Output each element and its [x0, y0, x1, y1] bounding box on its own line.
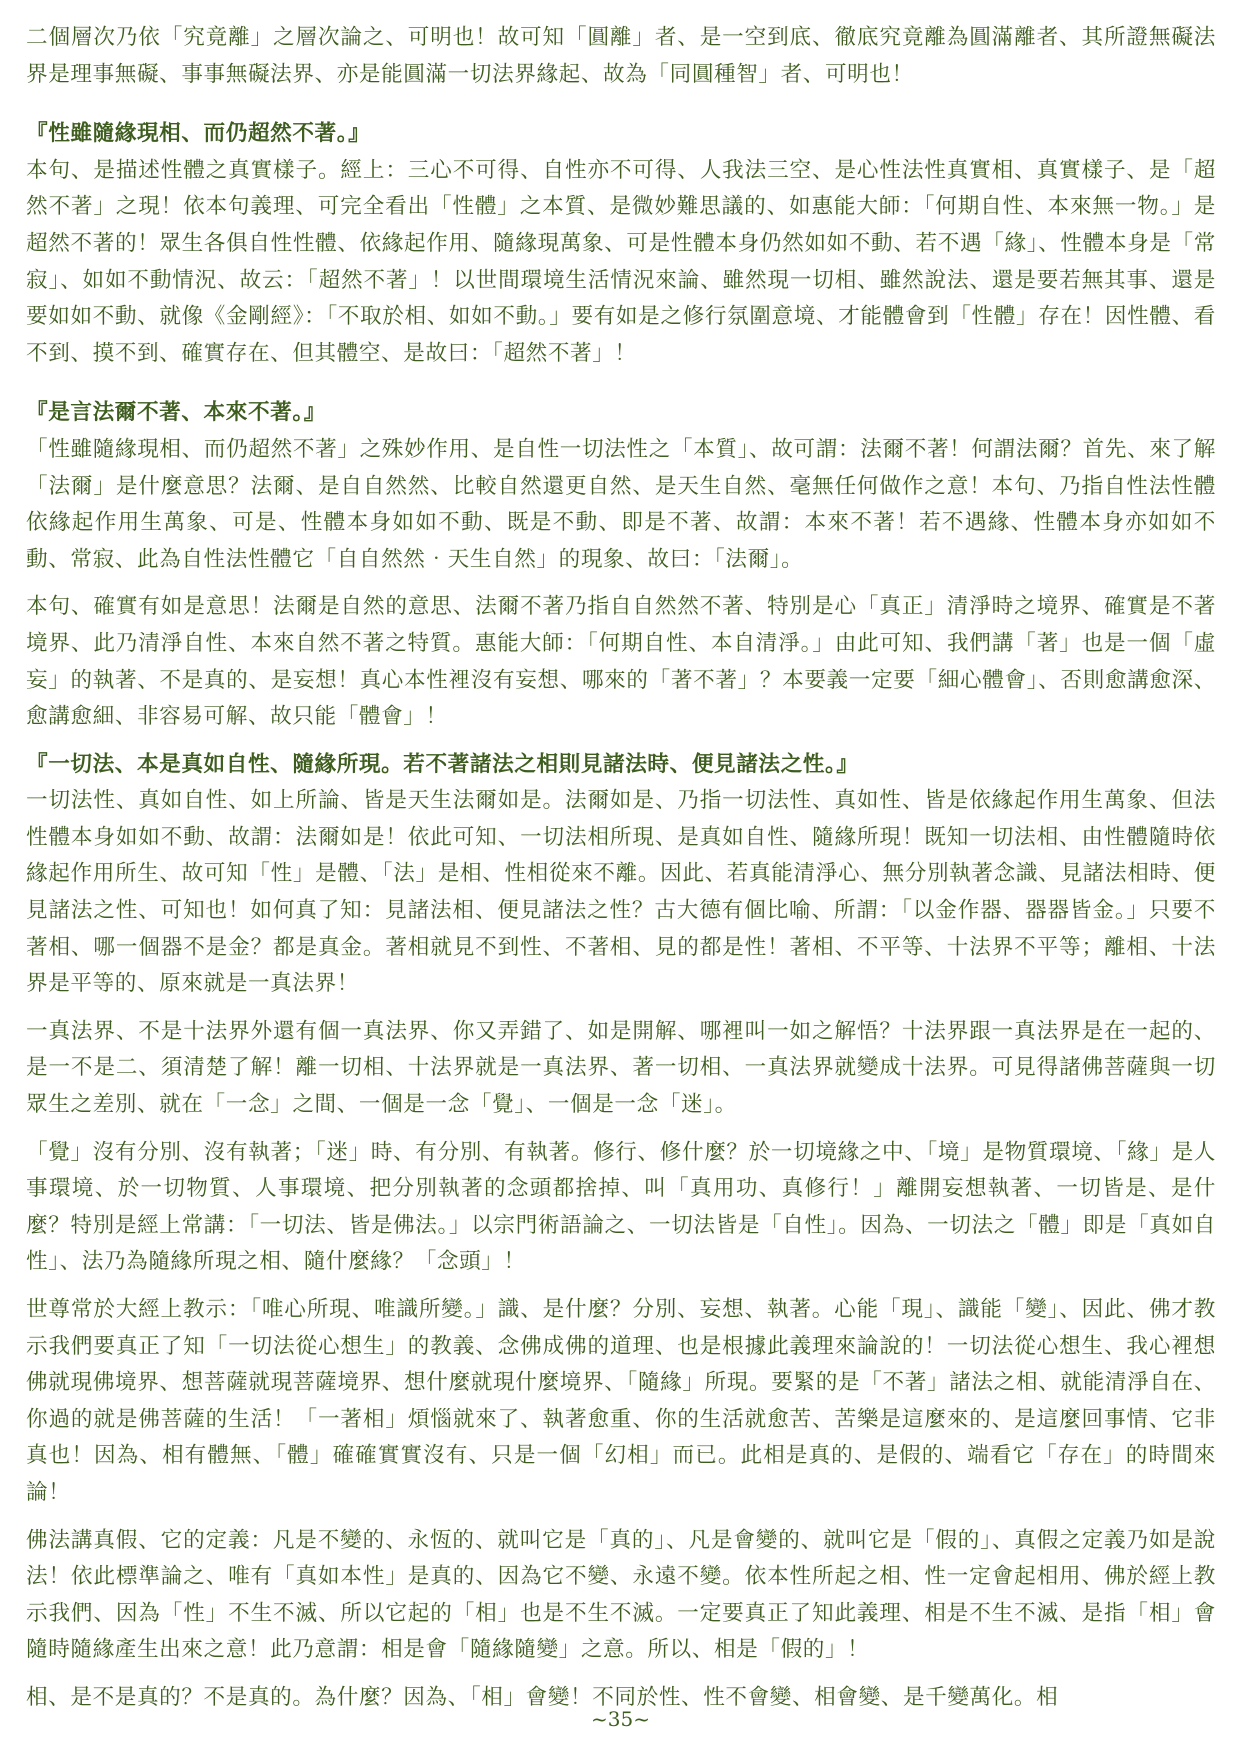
document-body: [26, 20, 1216, 1728]
section-heading-3: 『一切法、本是真如自性、隨緣所現。若不著諸法之相則見諸法時、便見諸法之性。』: [26, 751, 859, 777]
paragraph-4: 本句、確實有如是意思！法爾是自然的意思、法爾不著乃指自自然然不著、特別是心「真正」清淨時之境界、確實是不著境界、此乃清淨自性、本來自然不著之特質。惠能大師：「何期自性、本自清淨。」由此可知、我們講「著」也是一個「虛妄」的執著、不是真的、是妄想！真心本性裡沒有妄想、哪來的「著不著」？本要義一定要「細心體會」、否則愈講愈深、愈講愈細、非容易可解、故只能「體會」！: [26, 594, 1216, 730]
paragraph-7: 「覺」沒有分別、沒有執著；「迷」時、有分別、有執著。修行、修什麼？於一切境緣之中、「境」是物質環境、「緣」是人事環境、於一切物質、人事環境、把分別執著的念頭都捨掉、叫「真用功、真修行！」離開妄想執著、一切皆是、是什麼？特別是經上常講：「一切法、皆是佛法。」以宗門術語論之、一切法皆是「自性」。因為、一切法之「體」即是「真如自性」、法乃為隨緣所現之相、隨什麼緣？「念頭」！: [26, 1139, 1216, 1275]
paragraph-5: 一切法性、真如自性、如上所論、皆是天生法爾如是。法爾如是、乃指一切法性、真如性、皆是依緣起作用生萬象、但法性體本身如如不動、故謂：法爾如是！依此可知、一切法相所現、是真如自性、隨緣所現！既知一切法相、由性體隨時依緣起作用所生、故可知「性」是體、「法」是相、性相從來不離。因此、若真能清淨心、無分別執著念識、見諸法相時、便見諸法之性、可知也！如何真了知：見諸法相、便見諸法之性？古大德有個比喻、所謂：「以金作器、器器皆金。」只要不著相、哪一個器不是金？都是真金。著相就見不到性、不著相、見的都是性！著相、不平等、十法界不平等；離相、十法界是平等的、原來就是一真法界！: [26, 788, 1216, 997]
paragraph-3: 「性雖隨緣現相、而仍超然不著」之殊妙作用、是自性一切法性之「本質」、故可謂：法爾不著！何謂法爾？首先、來了解「法爾」是什麼意思？法爾、是自自然然、比較自然還更自然、是天生自然、毫無任何做作之意！本句、乃指自性法性體依緣起作用生萬象、可是、性體本身如如不動、既是不動、即是不著、故謂：本來不著！若不遇緣、性體本身亦如如不動、常寂、此為自性法性體它「自自然然‧天生自然」的現象、故曰：「法爾」。: [26, 436, 1216, 572]
page-number: ~35~: [591, 1707, 650, 1731]
section-heading-2: 『是言法爾不著、本來不著。』: [26, 400, 326, 426]
paragraph-9: 佛法講真假、它的定義：凡是不變的、永恆的、就叫它是「真的」、凡是會變的、就叫它是「假的」、真假之定義乃如是說法！依此標準論之、唯有「真如本性」是真的、因為它不變、永遠不變。依本性所起之相、性一定會起相用、佛於經上教示我們、因為「性」不生不滅、所以它起的「相」也是不生不滅。一定要真正了知此義理、相是不生不滅、是指「相」會隨時隨緣產生出來之意！此乃意謂：相是會「隨緣隨變」之意。所以、相是「假的」！: [26, 1527, 1216, 1663]
paragraph-2: 本句、是描述性體之真實樣子。經上：三心不可得、自性亦不可得、人我法三空、是心性法性真實相、真實樣子、是「超然不著」之現！依本句義理、可完全看出「性體」之本質、是微妙難思議的、如惠能大師：「何期自性、本來無一物。」是超然不著的！眾生各俱自性性體、依緣起作用、隨緣現萬象、可是性體本身仍然如如不動、若不遇「緣」、性體本身是「常寂」、如如不動情況、故云：「超然不著」！以世間環境生活情況來論、雖然現一切相、雖然說法、還是要若無其事、還是要如如不動、就像《金剛經》：「不取於相、如如不動。」要有如是之修行氛圍意境、才能體會到「性體」存在！因性體、看不到、摸不到、確實存在、但其體空、是故曰：「超然不著」！: [26, 157, 1216, 366]
paragraph-6: 一真法界、不是十法界外還有個一真法界、你又弄錯了、如是開解、哪裡叫一如之解悟？十法界跟一真法界是在一起的、是一不是二、須清楚了解！離一切相、十法界就是一真法界、著一切相、一真法界就變成十法界。可見得諸佛菩薩與一切眾生之差別、就在「一念」之間、一個是一念「覺」、一個是一念「迷」。: [26, 1018, 1216, 1118]
paragraph-10: 相、是不是真的？不是真的。為什麼？因為、「相」會變！不同於性、性不會變、相會變、是千變萬化。相: [26, 1684, 1059, 1710]
paragraph-8: 世尊常於大經上教示：「唯心所現、唯識所變。」識、是什麼？分別、妄想、執著。心能「現」、識能「變」、因此、佛才教示我們要真正了知「一切法從心想生」的教義、念佛成佛的道理、也是根據此義理來論說的！一切法從心想生、我心裡想佛就現佛境界、想菩薩就現菩薩境界、想什麼就現什麼境界、「隨緣」所現。要緊的是「不著」諸法之相、就能清淨自在、你過的就是佛菩薩的生活！「一著相」煩惱就來了、執著愈重、你的生活就愈苦、苦樂是這麼來的、是這麼回事情、它非真也！因為、相有體無、「體」確確實實沒有、只是一個「幻相」而已。此相是真的、是假的、端看它「存在」的時間來論！: [26, 1297, 1216, 1505]
section-heading-1: 『性雖隨緣現相、而仍超然不著。』: [26, 121, 371, 147]
paragraph-1: 二個層次乃依「究竟離」之層次論之、可明也！故可知「圓離」者、是一空到底、徹底究竟離為圓滿離者、其所證無礙法界是理事無礙、事事無礙法界、亦是能圓滿一切法界緣起、故為「同圓種智」者、可明也！: [26, 25, 1216, 87]
